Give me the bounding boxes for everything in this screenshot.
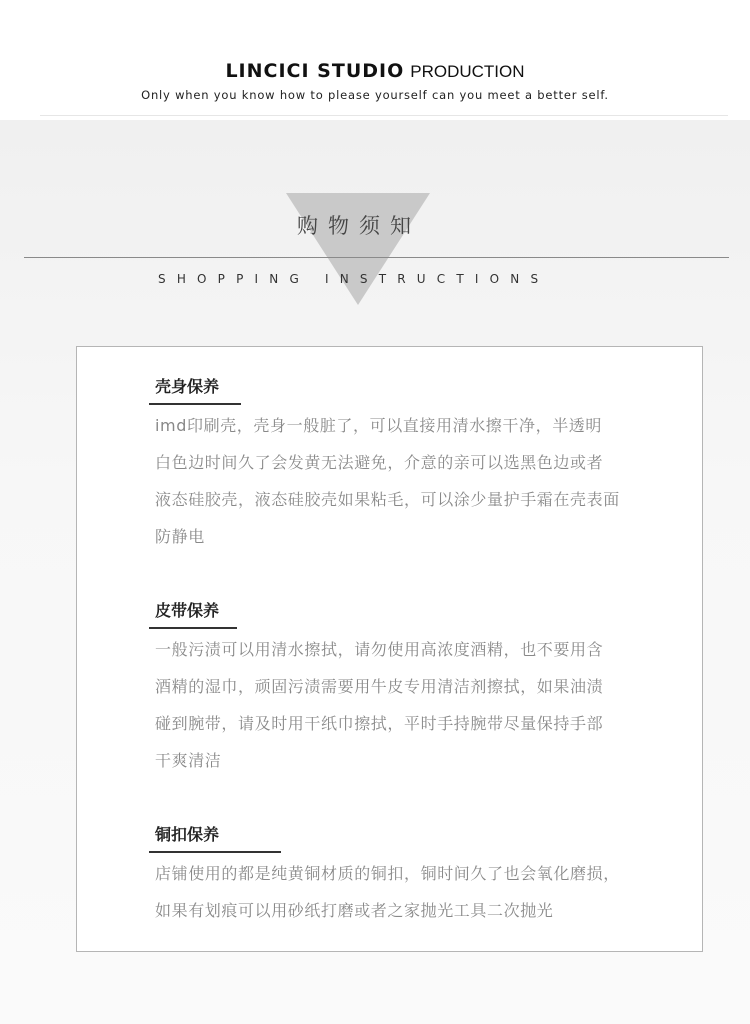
care-section-body [155,855,685,929]
brand-line [0,60,750,82]
care-section-buckle [155,823,685,929]
body-line: 液态硅胶壳，液态硅胶壳如果粘毛，可以涂少量护手霜在壳表面 [155,490,620,509]
care-section-title: 皮带保养 [155,601,220,620]
body-line: 碰到腕带，请及时用干纸巾擦拭，平时手持腕带尽量保持手部 [155,714,604,733]
care-section-body [155,631,685,779]
care-section-title: 铜扣保养 [155,825,220,844]
body-line: 酒精的湿巾，顽固污渍需要用牛皮专用清洁剂擦拭，如果油渍 [155,677,604,696]
top-divider [40,115,728,116]
care-section-title: 壳身保养 [155,377,220,396]
care-section-strap [155,599,685,779]
section-heading-en: SHOPPING INSTRUCTIONS [158,272,550,286]
instructions-card [76,346,703,952]
title-underline [149,627,237,629]
body-line: 一般污渍可以用清水擦拭，请勿使用高浓度酒精，也不要用含 [155,640,604,659]
body-line: 店铺使用的都是纯黄铜材质的铜扣，铜时间久了也会氧化磨损， [155,864,620,883]
care-section-case [155,375,685,555]
brand-suffix: PRODUCTION [410,62,525,81]
heading-divider [24,257,729,258]
body-line: 白色边时间久了会发黄无法避免，介意的亲可以选黑色边或者 [155,453,604,472]
body-line: 防静电 [155,527,205,546]
body-line: 干爽清洁 [155,751,222,770]
care-section-body [155,407,685,555]
tagline: Only when you know how to please yourself can you meet a better self. [141,88,609,102]
body-line: 如果有划痕可以用砂纸打磨或者之家抛光工具二次抛光 [155,901,554,920]
brand-name: LINCICI STUDIO [225,60,405,82]
section-heading-cn: 购物须知 [297,214,421,238]
title-underline [149,403,241,405]
title-underline [149,851,281,853]
body-line: imd印刷壳，壳身一般脏了，可以直接用清水擦干净，半透明 [155,416,602,435]
